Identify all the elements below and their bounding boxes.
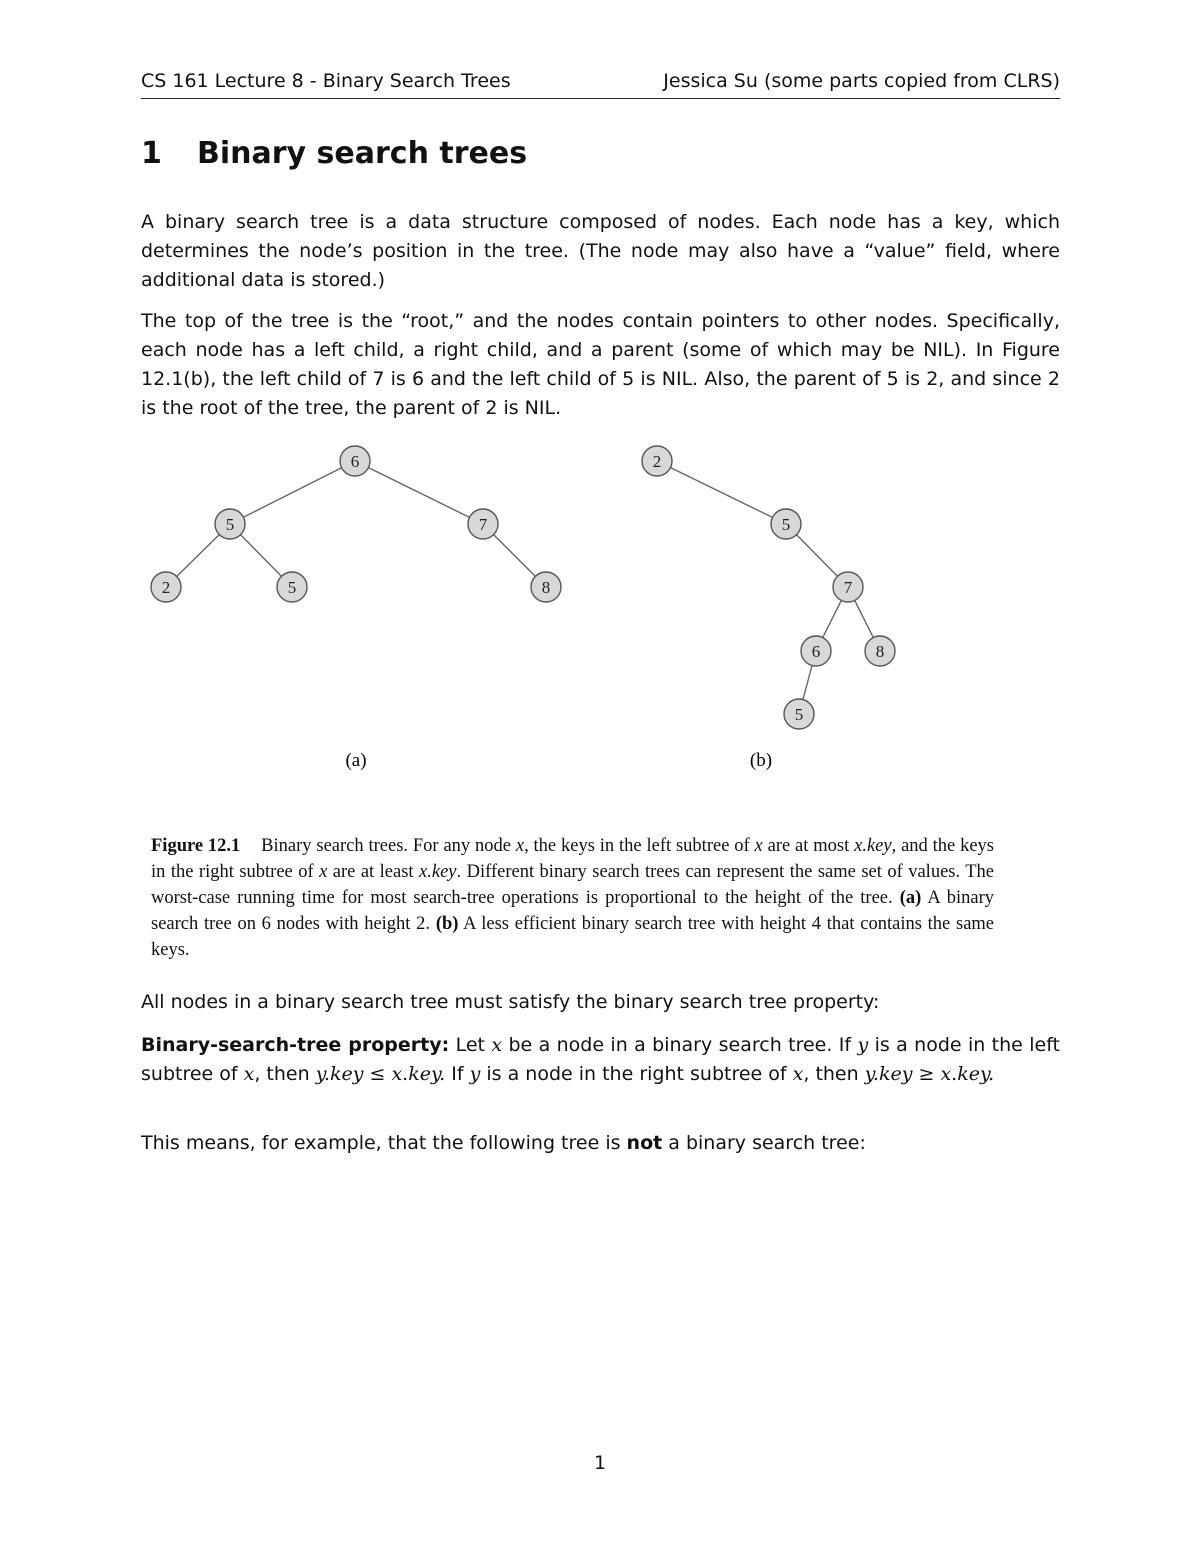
property-text: , then [803, 1063, 859, 1085]
paragraph-5 [141, 1129, 1060, 1158]
figure-caption [151, 833, 994, 963]
tree-a-node [468, 509, 498, 539]
caption-var: x [754, 836, 763, 856]
property-text: If [451, 1063, 464, 1085]
caption-text: are at most [767, 836, 850, 856]
tree-a-label: (a) [345, 750, 367, 771]
caption-text: are at least [332, 862, 414, 882]
running-header [141, 68, 1060, 99]
caption-var: x.key [419, 862, 457, 882]
tree-b-node-key: 7 [843, 578, 853, 597]
tree-b-edge [657, 461, 786, 524]
tree-a-node-key: 5 [287, 578, 297, 597]
caption-var: x.key [854, 836, 892, 856]
tree-a-node-key: 6 [350, 452, 360, 471]
tree-a-node-key: 7 [478, 515, 488, 534]
paragraph-1: A binary search tree is a data structure composed of nodes. Each node has a key, which determines the node’s position in the tree. (The node may also have a “value” field, where additional data is stored.) [141, 211, 1060, 291]
tree-b-node [642, 446, 672, 476]
paragraph-2: The top of the tree is the “root,” and the nodes contain pointers to other nodes. Specifically, each node has a left child, a right child, and a parent (some of which may be NIL). In Figure 12.1(b), the left child of 7 is 6 and the left child of 5 is NIL. Also, the parent of 5 is 2, and since 2 is the root of the tree, the parent of 2 is NIL. [141, 310, 1060, 419]
section-heading [141, 136, 527, 171]
section-number: 1 [141, 136, 162, 171]
emphasis-not: not [626, 1132, 663, 1154]
tree-b-node-key: 8 [875, 642, 885, 661]
caption-text: , and the keys in the right subtree of [151, 836, 995, 882]
tree-a-node-key: 2 [161, 578, 171, 597]
caption-label: Figure 12.1 [151, 836, 241, 856]
bst-property [141, 1031, 1060, 1089]
tree-b-node-key: 5 [794, 705, 804, 724]
tree-b-node [833, 572, 863, 602]
math-var: x [243, 1063, 255, 1085]
tree-a-node [531, 572, 561, 602]
tree-a-node [277, 572, 307, 602]
caption-var: x [515, 836, 525, 856]
property-text: be a node in a binary search tree. If [508, 1034, 852, 1056]
caption-part-a: (a) [899, 888, 922, 908]
caption-var: x [319, 862, 328, 882]
math-var: y [857, 1034, 869, 1056]
caption-text: A less efficient binary search tree with height 4 that contains the same keys. [151, 914, 995, 960]
math-inequality: y.key ≤ x.key. [315, 1063, 446, 1085]
caption-part-b: (b) [435, 914, 459, 934]
figure-12-1-trees [0, 430, 1200, 790]
property-text: Let [455, 1034, 485, 1056]
tree-a-node [151, 572, 181, 602]
property-text: is a node in the left subtree of [141, 1034, 1061, 1085]
paragraph-text: a binary search tree: [668, 1132, 866, 1154]
section-title: Binary search trees [197, 136, 528, 171]
tree-b-node-key: 2 [652, 452, 662, 471]
property-text: is a node in the right subtree of [486, 1063, 787, 1085]
tree-a-node-key: 8 [541, 578, 551, 597]
property-text: , then [254, 1063, 310, 1085]
tree-a-node [215, 509, 245, 539]
tree-a-edge [355, 461, 483, 524]
caption-text: A binary search tree on 6 nodes with height 2. [151, 888, 995, 934]
math-inequality: y.key ≥ x.key. [864, 1063, 995, 1085]
tree-b-label: (b) [749, 750, 773, 771]
page-number: 1 [593, 1452, 607, 1474]
tree-b-node-key: 5 [781, 515, 791, 534]
header-right: Jessica Su (some parts copied from CLRS) [663, 70, 1060, 92]
math-var: y [469, 1063, 481, 1085]
caption-text: Binary search trees. For any node [261, 836, 511, 856]
tree-a-node [340, 446, 370, 476]
math-var: x [792, 1063, 804, 1085]
caption-text: . Different binary search trees can represent the same set of values. The worst-case running time for most search-tree operations is proportional to the height of the tree. [151, 862, 995, 908]
tree-a-edge [230, 461, 355, 524]
tree-a-node-key: 5 [225, 515, 235, 534]
header-left: CS 161 Lecture 8 - Binary Search Trees [141, 70, 511, 92]
property-label: Binary-search-tree property: [141, 1034, 450, 1056]
tree-b-node-key: 6 [811, 642, 821, 661]
tree-b-node [784, 699, 814, 729]
caption-text: , the keys in the left subtree of [524, 836, 750, 856]
tree-b-node [865, 636, 895, 666]
paragraph-3: All nodes in a binary search tree must satisfy the binary search tree property: [141, 991, 880, 1013]
math-var: x [491, 1034, 503, 1056]
tree-b-node [771, 509, 801, 539]
paragraph-text: This means, for example, that the following tree is [141, 1132, 621, 1154]
tree-b-node [801, 636, 831, 666]
